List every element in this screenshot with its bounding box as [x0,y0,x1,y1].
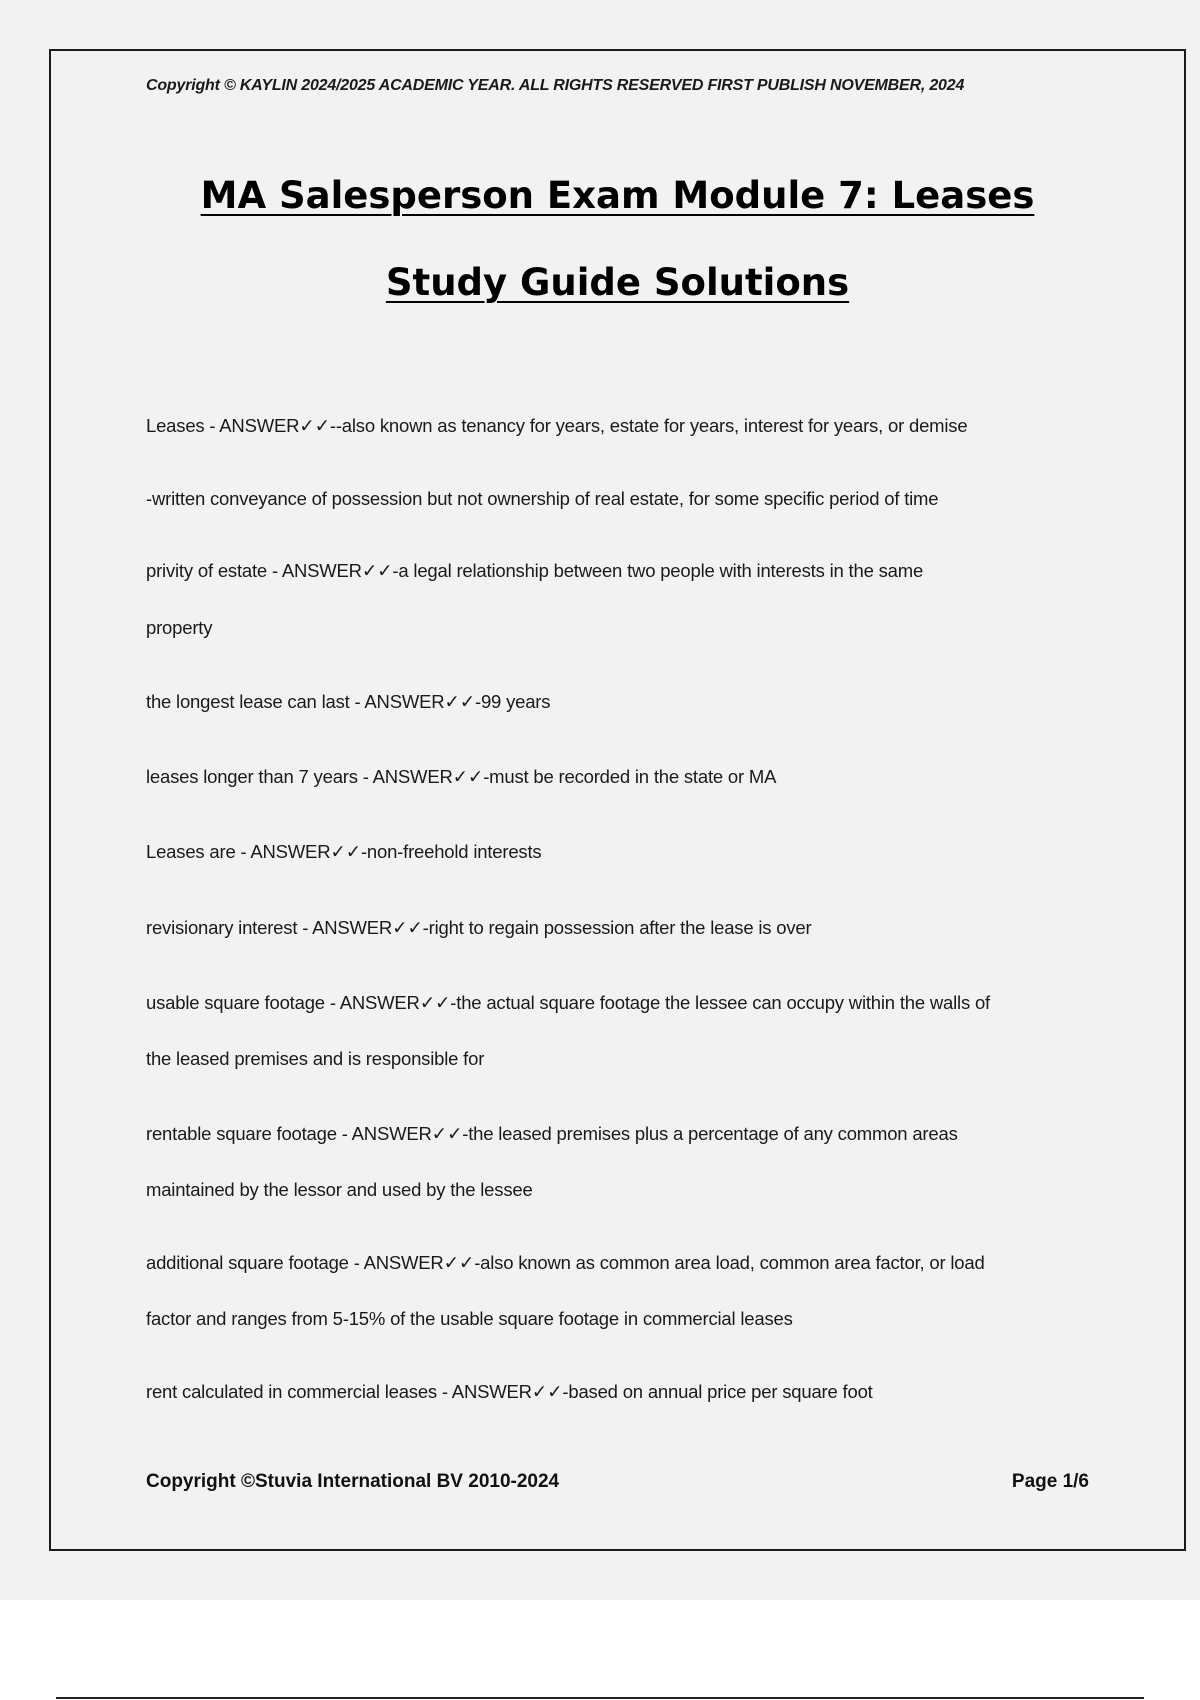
entry-line: rentable square footage - ANSWER✓✓-the leased premises plus a percentage of any common areas [146,1123,958,1144]
entry-line: -written conveyance of possession but not ownership of real estate, for some specific period of time [146,488,939,509]
document-title-text-2: Study Guide Solutions [385,261,850,304]
entry-line: leases longer than 7 years - ANSWER✓✓-must be recorded in the state or MA [146,766,777,787]
document-title-text-1: MA Salesperson Exam Module 7: Leases [200,174,1035,217]
entry-line: the leased premises and is responsible for [146,1048,485,1069]
entry-line: additional square footage - ANSWER✓✓-also known as common area load, common area factor, or load [146,1252,985,1273]
entry-line: rent calculated in commercial leases - ANSWER✓✓-based on annual price per square foot [146,1381,873,1402]
footer-copyright: Copyright ©Stuvia International BV 2010-2024 [146,1471,560,1492]
document-title-line-1 [51,174,1184,217]
document-page [49,49,1186,1551]
entry-line: maintained by the lessor and used by the lessee [146,1179,533,1200]
entry-line: Leases are - ANSWER✓✓-non-freehold interests [146,841,542,862]
header-copyright: Copyright © KAYLIN 2024/2025 ACADEMIC YEAR. ALL RIGHTS RESERVED FIRST PUBLISH NOVEMBER, 2024 [146,77,965,94]
entry-line: Leases - ANSWER✓✓--also known as tenancy for years, estate for years, interest for years, or demise [146,415,968,436]
entry-line: the longest lease can last - ANSWER✓✓-99 years [146,691,551,712]
entry-line: usable square footage - ANSWER✓✓-the actual square footage the lessee can occupy within the walls of [146,992,990,1013]
entry-line: property [146,617,213,638]
entry-line: privity of estate - ANSWER✓✓-a legal relationship between two people with interests in the same [146,560,924,581]
next-page-divider [56,1697,1144,1699]
document-title-line-2 [51,261,1184,304]
entry-line: revisionary interest - ANSWER✓✓-right to regain possession after the lease is over [146,917,812,938]
page-number: Page 1/6 [1011,1471,1089,1492]
entry-line: factor and ranges from 5-15% of the usable square footage in commercial leases [146,1308,793,1329]
